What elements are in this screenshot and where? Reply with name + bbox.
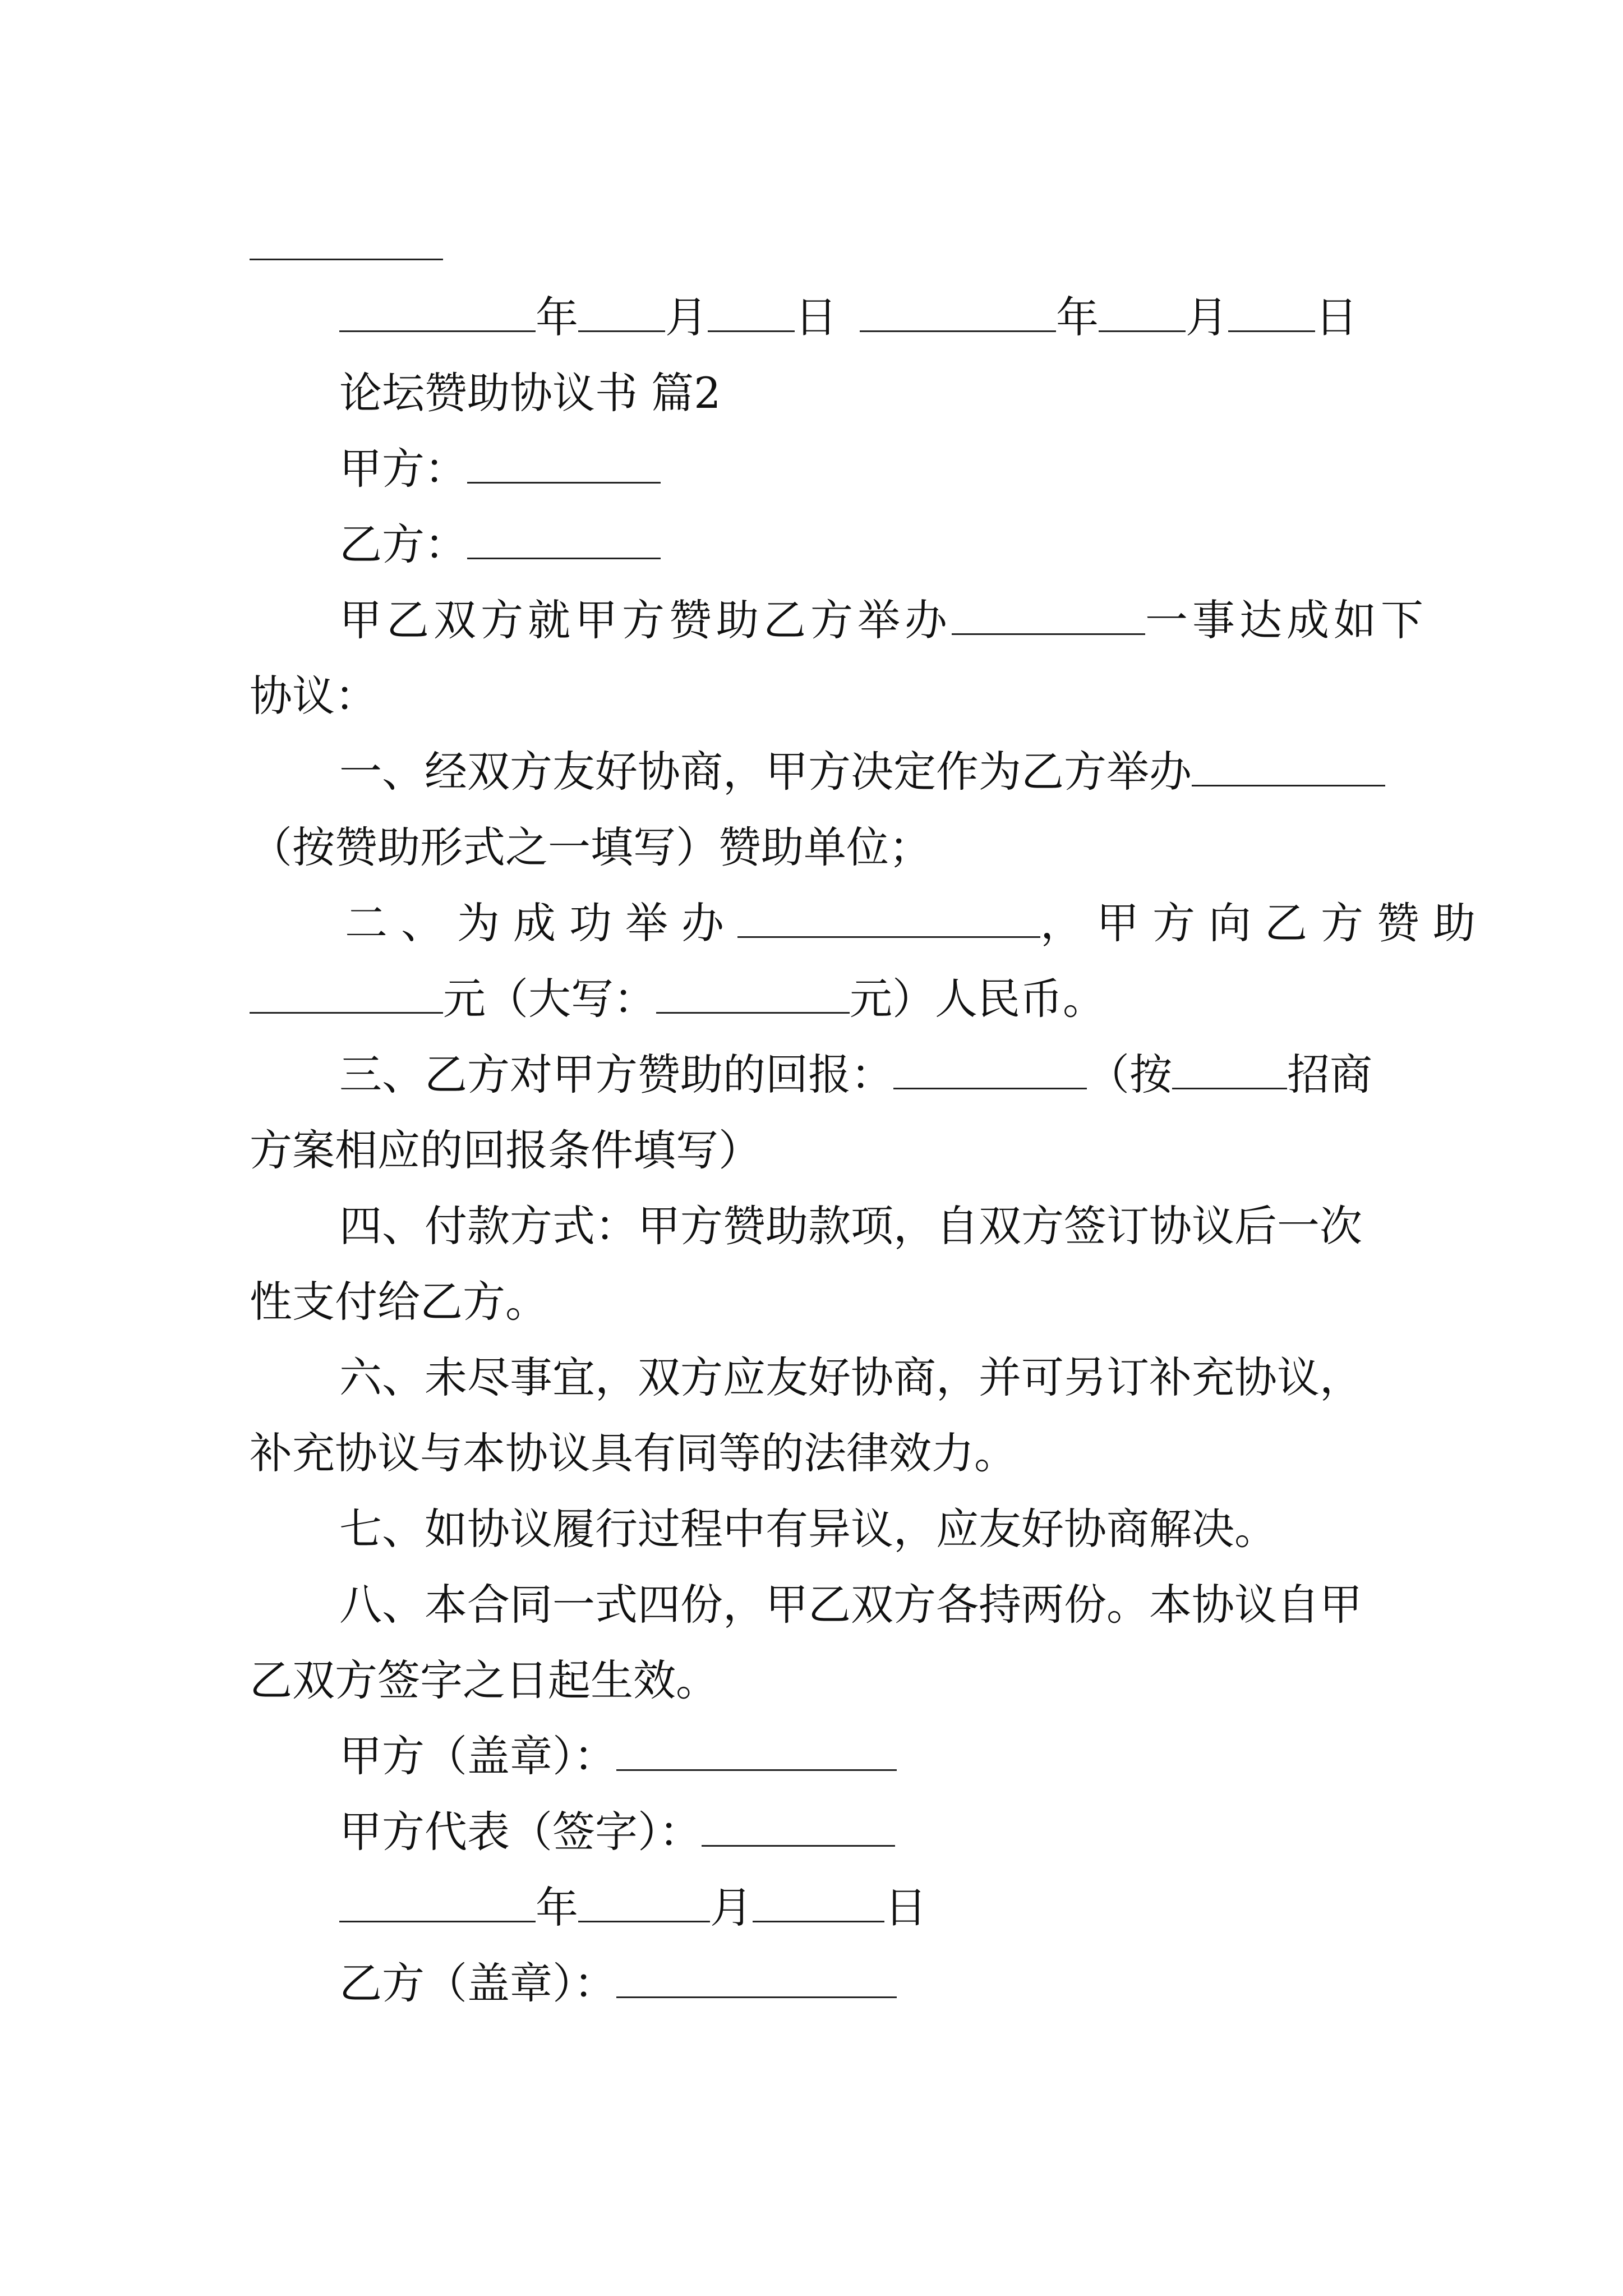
section-title: 论坛赞助协议书 篇2: [339, 368, 721, 418]
event-blank: [737, 903, 1040, 938]
clause3-text: （按: [1087, 1050, 1172, 1099]
clause2-line-1: [345, 898, 1489, 948]
signature-date-line: [339, 1883, 927, 1932]
intro-line-1: [339, 595, 1428, 645]
month-label: 月: [665, 292, 708, 342]
clause2-text: ，甲方向乙方赞助: [1040, 898, 1489, 948]
event-blank: [1192, 751, 1385, 786]
month-label: 月: [1186, 292, 1228, 342]
amount-words-blank: [656, 978, 850, 1014]
clause6-line-2: 补充协议与本协议具有同等的法律效力。: [250, 1428, 1017, 1478]
signature-blank: [702, 1811, 895, 1847]
seal-blank: [616, 1963, 897, 1998]
clause2-text: 二、为成功举办: [345, 898, 737, 948]
clause1-text: 一、经双方友好协商，甲方决定作为乙方举办: [339, 747, 1192, 797]
party-b-label: 乙方：: [339, 519, 467, 569]
clause1-line-2: （按赞助形式之一填写）赞助单位；: [250, 822, 932, 872]
clause8-line-2: 乙双方签字之日起生效。: [250, 1655, 718, 1705]
clause7-line: 七、如协议履行过程中有异议，应友好协商解决。: [339, 1504, 1277, 1554]
reward-blank: [893, 1054, 1087, 1089]
clause3-text: 三、乙方对甲方赞助的回报：: [339, 1050, 893, 1099]
event-blank: [952, 600, 1145, 635]
day-label: 日: [795, 292, 837, 342]
party-a-rep-label: 甲方代表（签字）：: [339, 1807, 702, 1857]
year-label: 年: [536, 1883, 578, 1932]
clause4-line-2: 性支付给乙方。: [250, 1277, 548, 1327]
clause8-line-1: 八、本合同一式四份，甲乙双方各持两份。本协议自甲: [339, 1580, 1362, 1630]
clause3-line-2: 方案相应的回报条件填写）: [250, 1125, 761, 1175]
party-a-blank: [467, 448, 661, 484]
day-label: 日: [884, 1883, 927, 1932]
clause2-text: 元（大写：: [443, 974, 656, 1024]
party-a-seal-line: [339, 1731, 897, 1781]
year-label: 年: [1056, 292, 1099, 342]
party-a-rep-line: [339, 1807, 895, 1857]
party-b-seal-label: 乙方（盖章）：: [339, 1958, 616, 2008]
clause2-text: 元）人民币。: [850, 974, 1105, 1024]
reward-blank: [1172, 1054, 1287, 1089]
party-a-seal-label: 甲方（盖章）：: [339, 1731, 616, 1781]
seal-blank: [616, 1736, 897, 1771]
clause6-line-1: 六、未尽事宜，双方应友好协商，并可另订补充协议，: [339, 1352, 1362, 1402]
day-label: 日: [1315, 292, 1358, 342]
blank-line: [250, 224, 443, 267]
month-label: 月: [710, 1883, 753, 1932]
party-a-line: [339, 444, 661, 494]
party-a-label: 甲方：: [339, 444, 467, 494]
party-b-line: [339, 519, 661, 569]
clause1-line-1: [339, 747, 1385, 797]
clause2-line-2: [250, 974, 1105, 1024]
intro-text: 一事达成如下: [1145, 595, 1428, 645]
prev-date-line: [339, 292, 1358, 342]
clause3-line-1: [339, 1050, 1372, 1099]
clause4-line-1: 四、付款方式：甲方赞助款项，自双方签订协议后一次: [339, 1201, 1362, 1251]
year-label: 年: [536, 292, 578, 342]
intro-text: 甲乙双方就甲方赞助乙方举办: [339, 595, 952, 645]
clause3-text: 招商: [1287, 1050, 1372, 1099]
amount-blank: [250, 978, 443, 1014]
party-b-blank: [467, 524, 661, 559]
party-b-seal-line: [339, 1958, 897, 2008]
intro-line-2: 协议：: [250, 671, 377, 721]
